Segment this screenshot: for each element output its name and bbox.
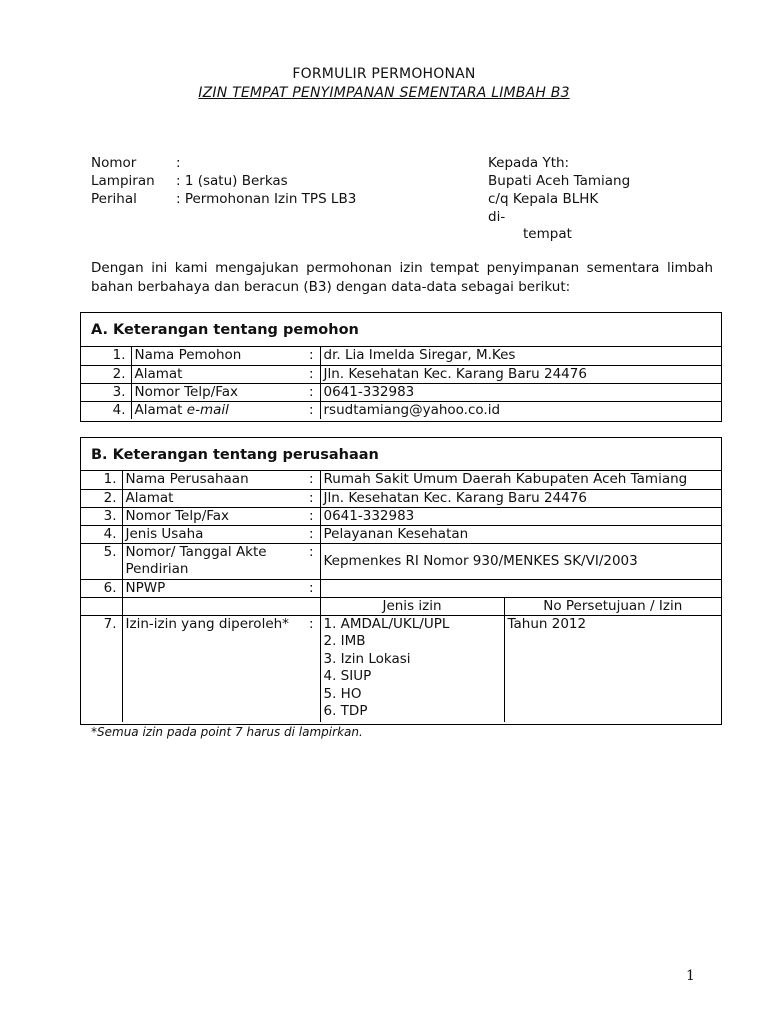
list-item: 1. AMDAL/UKL/UPL bbox=[323, 615, 450, 632]
row-colon: : bbox=[303, 401, 320, 419]
row-number: 1. bbox=[81, 347, 131, 365]
section-a-table bbox=[81, 347, 721, 419]
permit-type-header: Jenis izin bbox=[320, 597, 504, 615]
row-label: Izin-izin yang diperoleh* bbox=[122, 615, 303, 722]
row-colon: : bbox=[303, 615, 320, 722]
perihal-label: Perihal bbox=[91, 191, 137, 207]
row-colon: : bbox=[303, 471, 320, 489]
table-row bbox=[81, 471, 721, 489]
row-value: Rumah Sakit Umum Daerah Kabupaten Aceh Tamiang bbox=[320, 471, 721, 489]
row-colon: : bbox=[303, 489, 320, 507]
row-number: 1. bbox=[81, 471, 122, 489]
row-colon: : bbox=[303, 543, 320, 579]
row-label: Nama Perusahaan bbox=[122, 471, 303, 489]
row-colon: : bbox=[303, 365, 320, 383]
nomor-label: Nomor bbox=[91, 155, 137, 171]
email-label-prefix: Alamat bbox=[134, 401, 187, 418]
row-value: Jln. Kesehatan Kec. Karang Baru 24476 bbox=[320, 365, 721, 383]
page-number: 1 bbox=[686, 968, 695, 984]
row-label: NPWP bbox=[122, 579, 303, 597]
list-item: 5. HO bbox=[323, 685, 362, 702]
section-b-box bbox=[80, 437, 722, 725]
empty-cell bbox=[303, 597, 320, 615]
row-colon: : bbox=[303, 347, 320, 365]
row-value: dr. Lia Imelda Siregar, M.Kes bbox=[320, 347, 721, 365]
intro-paragraph: Dengan ini kami mengajukan permohonan izin tempat penyimpanan sementara limbah bahan berbahaya dan beracun (B3) dengan data-data sebagai berikut: bbox=[91, 260, 713, 295]
section-a-box bbox=[80, 312, 722, 422]
list-item: 3. Izin Lokasi bbox=[323, 650, 411, 667]
row-number: 4. bbox=[81, 525, 122, 543]
row-number: 6. bbox=[81, 579, 122, 597]
row-number: 7. bbox=[81, 615, 122, 722]
form-subtitle: IZIN TEMPAT PENYIMPANAN SEMENTARA LIMBAH B3 bbox=[198, 85, 570, 101]
row-label: Nama Pemohon bbox=[131, 347, 303, 365]
row-label: Nomor/ Tanggal Akte Pendirian bbox=[122, 543, 303, 579]
section-b-table bbox=[81, 471, 721, 722]
empty-cell bbox=[122, 597, 303, 615]
permit-header-row bbox=[81, 597, 721, 615]
row-value: Kepmenkes RI Nomor 930/MENKES SK/VI/2003 bbox=[320, 543, 721, 579]
permit-row bbox=[81, 615, 721, 722]
row-number: 2. bbox=[81, 365, 131, 383]
email-label-italic: e-mail bbox=[186, 401, 229, 418]
empty-cell bbox=[81, 597, 122, 615]
footnote: *Semua izin pada point 7 harus di lampirkan. bbox=[91, 725, 363, 739]
nomor-value: : bbox=[176, 155, 181, 171]
row-label bbox=[131, 401, 303, 419]
section-a-heading: A. Keterangan tentang pemohon bbox=[81, 313, 721, 347]
row-number: 2. bbox=[81, 489, 122, 507]
form-title: FORMULIR PERMOHONAN bbox=[292, 66, 476, 82]
row-number: 3. bbox=[81, 507, 122, 525]
row-value: 0641-332983 bbox=[320, 507, 721, 525]
recipient-line-5: tempat bbox=[523, 226, 572, 242]
row-value bbox=[320, 579, 721, 597]
table-row bbox=[81, 401, 721, 419]
row-value: 0641-332983 bbox=[320, 383, 721, 401]
row-value: Jln. Kesehatan Kec. Karang Baru 24476 bbox=[320, 489, 721, 507]
list-item: 2. IMB bbox=[323, 633, 366, 649]
permit-approval: Tahun 2012 bbox=[504, 615, 721, 722]
table-row bbox=[81, 543, 721, 579]
table-row bbox=[81, 507, 721, 525]
perihal-value: : Permohonan Izin TPS LB3 bbox=[176, 191, 357, 207]
permit-number-header: No Persetujuan / Izin bbox=[504, 597, 721, 615]
lampiran-label: Lampiran bbox=[91, 173, 155, 189]
row-number: 4. bbox=[81, 401, 131, 419]
row-label: Alamat bbox=[131, 365, 303, 383]
row-colon: : bbox=[303, 507, 320, 525]
row-label: Alamat bbox=[122, 489, 303, 507]
row-colon: : bbox=[303, 383, 320, 401]
table-row bbox=[81, 489, 721, 507]
row-label: Nomor Telp/Fax bbox=[122, 507, 303, 525]
permit-list bbox=[320, 615, 504, 722]
row-value: Pelayanan Kesehatan bbox=[320, 525, 721, 543]
table-row bbox=[81, 383, 721, 401]
table-row bbox=[81, 525, 721, 543]
table-row bbox=[81, 347, 721, 365]
recipient-line-2: Bupati Aceh Tamiang bbox=[488, 173, 631, 189]
table-row bbox=[81, 579, 721, 597]
list-item: 4. SIUP bbox=[323, 668, 372, 684]
row-colon: : bbox=[303, 525, 320, 543]
row-number: 3. bbox=[81, 383, 131, 401]
lampiran-value: : 1 (satu) Berkas bbox=[176, 173, 288, 189]
recipient-line-1: Kepada Yth: bbox=[488, 155, 570, 171]
section-b-heading: B. Keterangan tentang perusahaan bbox=[81, 438, 721, 471]
row-number: 5. bbox=[81, 543, 122, 579]
table-row bbox=[81, 365, 721, 383]
recipient-line-3: c/q Kepala BLHK bbox=[488, 191, 599, 207]
row-label: Jenis Usaha bbox=[122, 525, 303, 543]
row-colon: : bbox=[303, 579, 320, 597]
row-label: Nomor Telp/Fax bbox=[131, 383, 303, 401]
recipient-line-4: di- bbox=[488, 209, 506, 225]
row-value: rsudtamiang@yahoo.co.id bbox=[320, 401, 721, 419]
list-item: 6. TDP bbox=[323, 703, 368, 719]
